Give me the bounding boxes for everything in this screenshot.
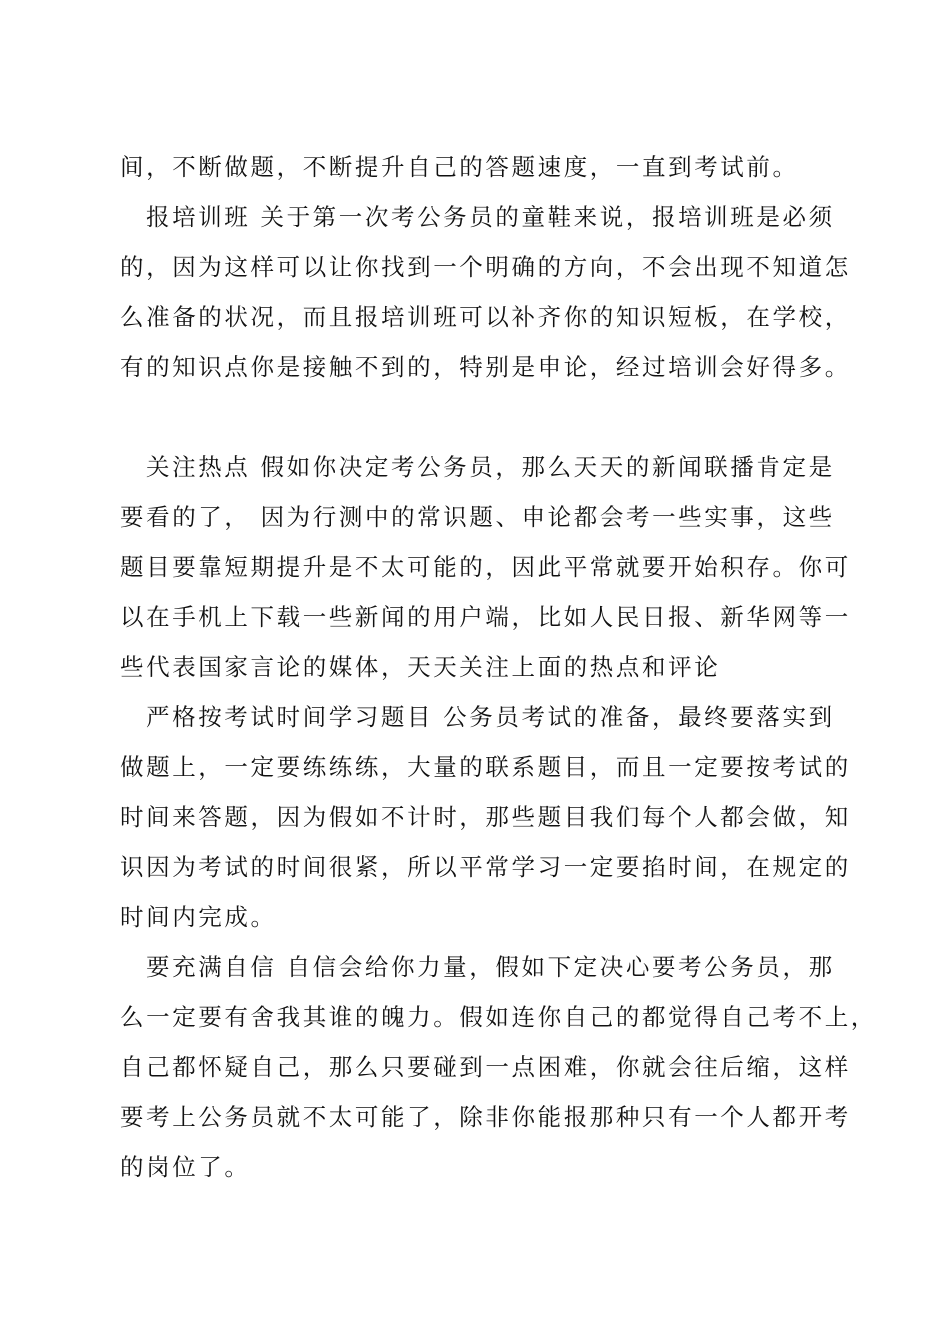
text-line: 间，不断做题，不断提升自己的答题速度，一直到考试前。 (120, 153, 799, 181)
paragraph-heading-line: 报培训班 关于第一次考公务员的童鞋来说，报培训班是必须 (146, 203, 835, 231)
text-line: 有的知识点你是接触不到的，特别是申论，经过培训会好得多。 (120, 353, 851, 381)
text-line: 些代表国家言论的媒体，天天关注上面的热点和评论 (120, 653, 721, 681)
text-line: 的，因为这样可以让你找到一个明确的方向，不会出现不知道怎 (120, 253, 851, 281)
text-line: 自己都怀疑自己，那么只要碰到一点困难，你就会往后缩，这样 (120, 1053, 851, 1081)
text-line: 么准备的状况，而且报培训班可以补齐你的知识短板，在学校， (120, 303, 851, 331)
text-line: 么一定要有舍我其谁的魄力。假如连你自己的都觉得自己考不上， (120, 1003, 877, 1031)
paragraph-heading-line: 严格按考试时间学习题目 公务员考试的准备，最终要落实到 (146, 703, 835, 731)
text-line: 时间内完成。 (120, 903, 277, 931)
paragraph-heading-line: 要充满自信 自信会给你力量，假如下定决心要考公务员，那 (146, 953, 835, 981)
paragraph-heading-line: 关注热点 假如你决定考公务员，那么天天的新闻联播肯定是 (146, 453, 835, 481)
text-line: 的岗位了。 (120, 1153, 251, 1181)
text-line: 时间来答题，因为假如不计时，那些题目我们每个人都会做，知 (120, 803, 851, 831)
text-line: 做题上，一定要练练练，大量的联系题目，而且一定要按考试的 (120, 753, 851, 781)
text-line: 要看的了， 因为行测中的常识题、申论都会考一些实事，这些 (120, 503, 835, 531)
text-line: 要考上公务员就不太可能了，除非你能报那种只有一个人都开考 (120, 1103, 851, 1131)
text-line: 识因为考试的时间很紧，所以平常学习一定要掐时间，在规定的 (120, 853, 851, 881)
text-line: 以在手机上下载一些新闻的用户端，比如人民日报、新华网等一 (120, 603, 851, 631)
text-line: 题目要靠短期提升是不太可能的，因此平常就要开始积存。你可 (120, 553, 851, 581)
